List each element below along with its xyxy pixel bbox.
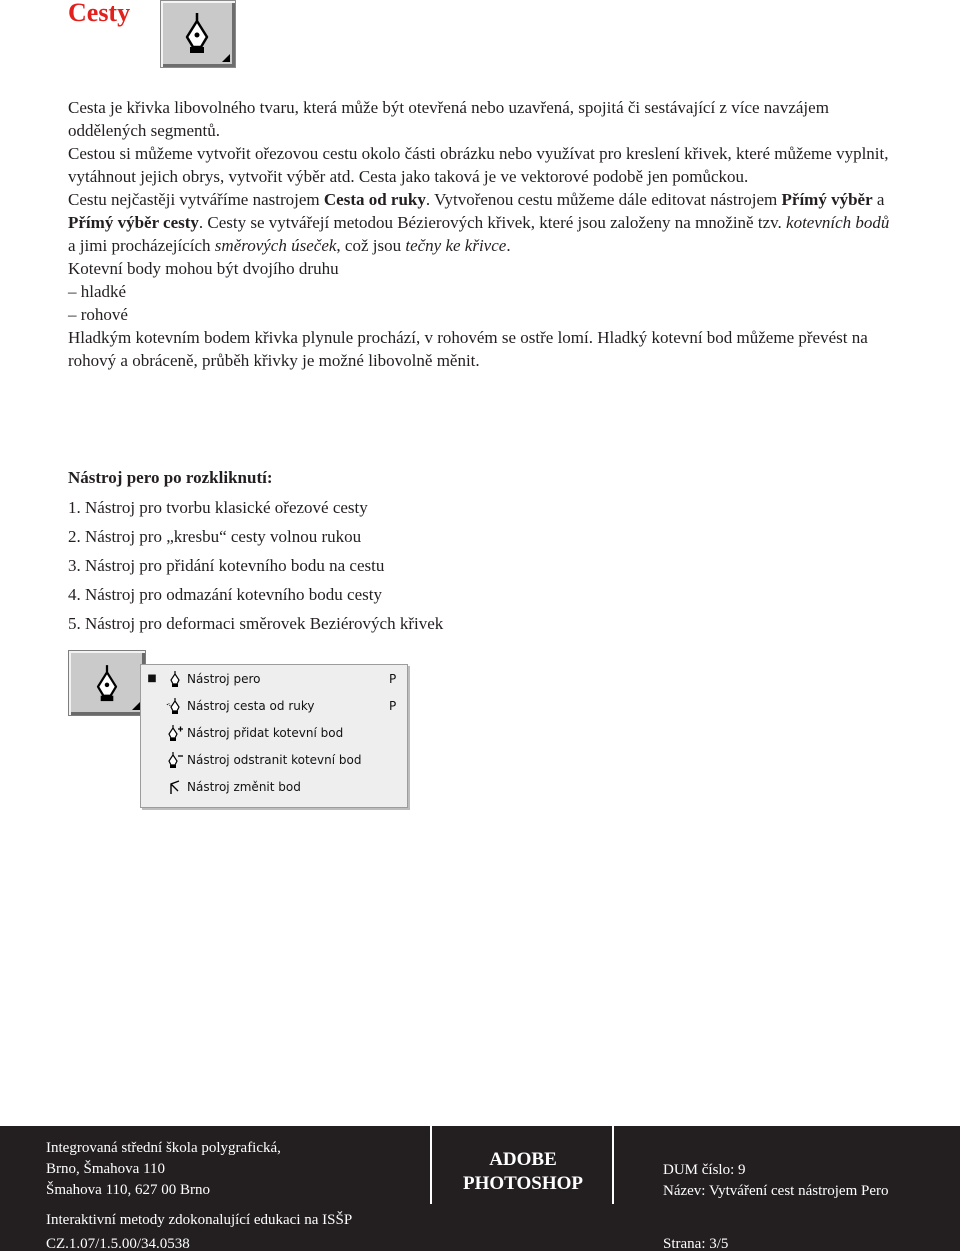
paragraph-anchor-behaviour: Hladkým kotevním bodem křivka plynule prochází, v rohovém se ostře lomí. Hladký kotevní bod můžeme převést na rohový a obráceně, průběh křivky je možné libovolně měnit. bbox=[68, 328, 868, 370]
freeform-pen-icon bbox=[163, 697, 187, 715]
pen-icon bbox=[89, 663, 125, 705]
menu-item-delete-anchor-point[interactable]: Nástroj odstranit kotevní bod bbox=[141, 746, 407, 773]
project-code: CZ.1.07/1.5.00/34.0538 bbox=[46, 1236, 190, 1252]
term-cesta-od-ruky: Cesta od ruky bbox=[323, 190, 426, 209]
submenu-corner-icon bbox=[222, 54, 230, 62]
list-item-corner: – rohové bbox=[68, 305, 128, 324]
selected-marker: ■ bbox=[147, 673, 157, 684]
menu-item-add-anchor-point[interactable]: Nástroj přidat kotevní bod bbox=[141, 719, 407, 746]
pen-tool-flyout-screenshot bbox=[68, 650, 408, 808]
list-item: 3. Nástroj pro přidání kotevního bodu na cestu bbox=[68, 556, 385, 575]
list-item-smooth: – hladké bbox=[68, 282, 127, 301]
menu-item-pen[interactable]: ■ Nástroj pero P bbox=[141, 665, 407, 692]
list-item: 1. Nástroj pro tvorbu klasické ořezové cesty bbox=[68, 498, 368, 517]
pen-tool-icon bbox=[160, 0, 236, 68]
paragraph-anchor-types: Kotevní body mohou být dvojího druhu bbox=[68, 259, 339, 278]
term-kotevni-body: kotevních bodů bbox=[786, 213, 890, 232]
school-address: Integrovaná střední škola polygrafická, Brno, Šmahova 110 Šmahova 110, 627 00 Brno bbox=[46, 1140, 281, 1198]
document-info: DUM číslo: 9 Název: Vytváření cest nástrojem Pero bbox=[663, 1162, 889, 1199]
paragraph-usage: Cestou si můžeme vytvořit ořezovou cestu okolo části obrázku nebo využívat pro kreslení křivek, které můžeme vyplnit, vytáhnout jejich obrys, vytvořit výběr atd. Cesta jako taková je ve vektorové podobě jen pomůckou. bbox=[68, 144, 889, 186]
program-name: Interaktivní metody zdokonalující edukaci na ISŠP bbox=[46, 1212, 353, 1228]
menu-item-freeform-pen[interactable]: Nástroj cesta od ruky P bbox=[141, 692, 407, 719]
tool-list bbox=[68, 496, 443, 641]
page-title: Cesty bbox=[68, 0, 131, 27]
subject-name: ADOBE PHOTOSHOP bbox=[462, 1149, 583, 1194]
page-number: Strana: 3/5 bbox=[663, 1236, 729, 1252]
page-footer bbox=[0, 1126, 960, 1251]
term-tecny: tečny ke křivce bbox=[405, 236, 507, 255]
pen-icon bbox=[163, 670, 187, 688]
convert-point-icon bbox=[163, 779, 187, 795]
term-primy-vyber-cesty: Přímý výběr cesty bbox=[68, 213, 199, 232]
body-text bbox=[68, 96, 898, 372]
delete-anchor-point-icon bbox=[163, 751, 187, 769]
footer-divider bbox=[612, 1126, 614, 1204]
submenu-corner-icon bbox=[132, 702, 140, 710]
list-item: 2. Nástroj pro „kresbu“ cesty volnou rukou bbox=[68, 527, 362, 546]
tool-flyout-menu bbox=[140, 664, 408, 808]
list-item: 5. Nástroj pro deformaci směrovek Beziérových křivek bbox=[68, 614, 444, 633]
paragraph-definition: Cesta je křivka libovolného tvaru, která může být otevřená nebo uzavřená, spojitá či sestávající z více navzájem oddělených segmentů. bbox=[68, 98, 829, 140]
section-heading: Nástroj pero po rozkliknutí: bbox=[68, 468, 273, 487]
pen-icon bbox=[177, 11, 217, 57]
add-anchor-point-icon bbox=[163, 724, 187, 742]
list-item: 4. Nástroj pro odmazání kotevního bodu cesty bbox=[68, 585, 382, 604]
paragraph-tools: Cestu nejčastěji vytváříme nastrojem Cesta od ruky. Vytvořenou cestu můžeme dále editovat nástrojem Přímý výběr a Přímý výběr cesty. Cesty se vytvářejí metodou Bézierových křivek, které jsou založeny na množině tzv. kotevních bodů a jimi procházejících směrových úseček, což jsou tečny ke křivce. bbox=[68, 190, 890, 255]
menu-item-convert-point[interactable]: Nástroj změnit bod bbox=[141, 773, 407, 800]
term-primy-vyber: Přímý výběr bbox=[781, 190, 873, 209]
pen-tool-button[interactable] bbox=[68, 650, 146, 716]
term-smerove-usecky: směrových úseček bbox=[214, 236, 337, 255]
